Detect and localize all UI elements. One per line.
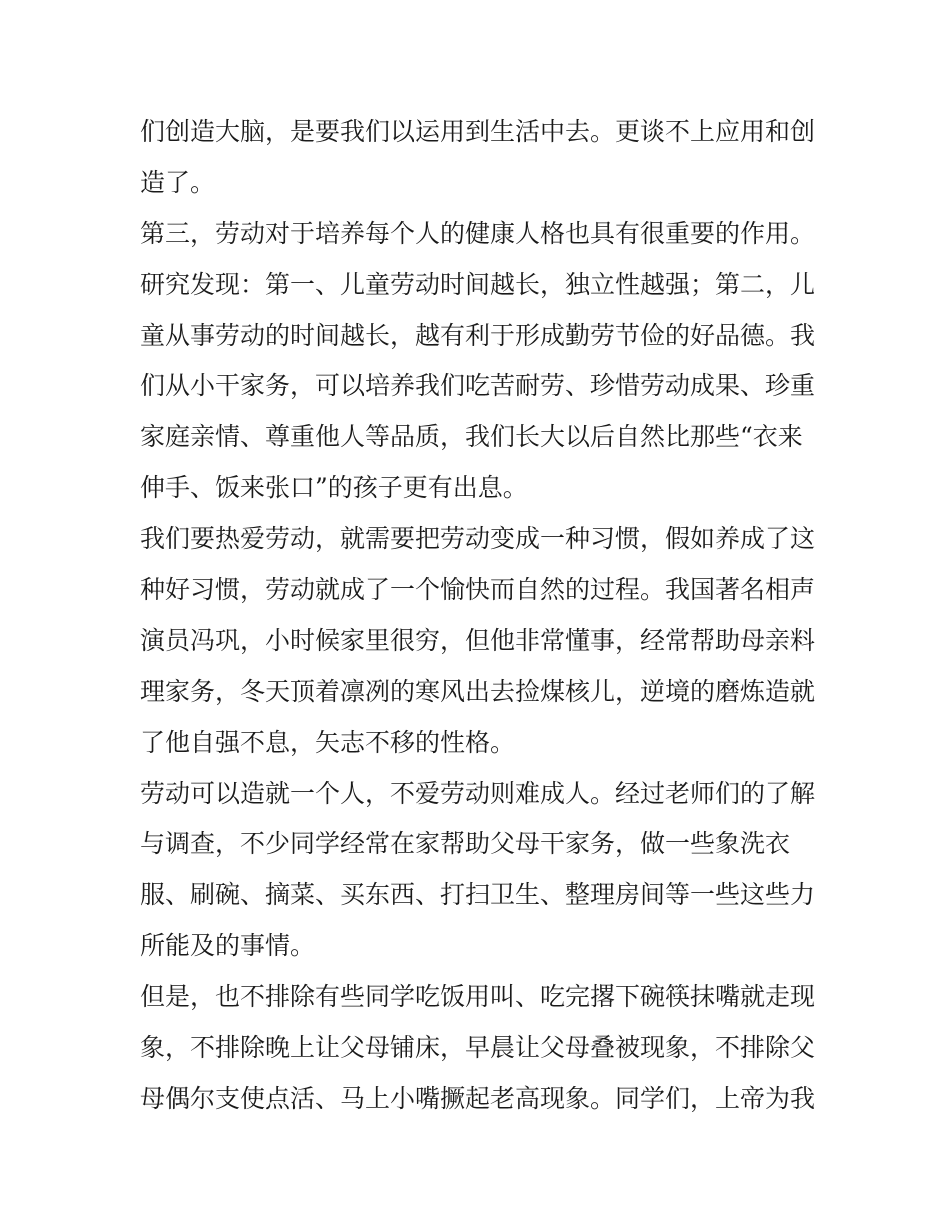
- text-line: 造了。: [140, 167, 216, 197]
- text-line: 童从事劳动的时间越长，越有利于形成勤劳节俭的好品德。我: [140, 320, 816, 350]
- text-line: 研究发现：第一、儿童劳动时间越长，独立性越强；第二，儿: [140, 269, 816, 299]
- document-body: [140, 107, 820, 1125]
- text-line: 与调查，不少同学经常在家帮助父母干家务，做一些象洗衣: [140, 829, 791, 859]
- text-line: 劳动可以造就一个人，不爱劳动则难成人。经过老师们的了解: [140, 778, 816, 808]
- text-line: 但是，也不排除有些同学吃饭用叫、吃完撂下碗筷抹嘴就走现: [140, 982, 816, 1012]
- text-line: 们创造大脑，是要我们以运用到生活中去。更谈不上应用和创: [140, 117, 816, 146]
- text-line: 伸手、饭来张口”的孩子更有出息。: [140, 473, 528, 503]
- text-line: 我们要热爱劳动，就需要把劳动变成一种习惯，假如养成了这: [140, 524, 816, 554]
- text-line: 演员冯巩，小时候家里很穷，但他非常懂事，经常帮助母亲料: [140, 625, 816, 655]
- text-line: 所能及的事情。: [140, 931, 316, 961]
- text-line: 母偶尔支使点活、马上小嘴撅起老高现象。同学们，上帝为我: [140, 1083, 816, 1113]
- text-line: 家庭亲情、尊重他人等品质，我们长大以后自然比那些“衣来: [140, 422, 803, 452]
- text-line: 象，不排除晚上让父母铺床，早晨让父母叠被现象，不排除父: [140, 1033, 816, 1063]
- text-line: 种好习惯，劳动就成了一个愉快而自然的过程。我国著名相声: [140, 575, 816, 605]
- text-line: 理家务，冬天顶着凛冽的寒风出去捡煤核儿，逆境的磨炼造就: [140, 676, 816, 706]
- text-line: 了他自强不息，矢志不移的性格。: [140, 727, 516, 757]
- text-line: 第三，劳动对于培养每个人的健康人格也具有很重要的作用。: [140, 218, 816, 248]
- text-line: 服、刷碗、摘菜、买东西、打扫卫生、整理房间等一些这些力: [140, 880, 816, 910]
- text-line: 们从小干家务，可以培养我们吃苦耐劳、珍惜劳动成果、珍重: [140, 371, 816, 401]
